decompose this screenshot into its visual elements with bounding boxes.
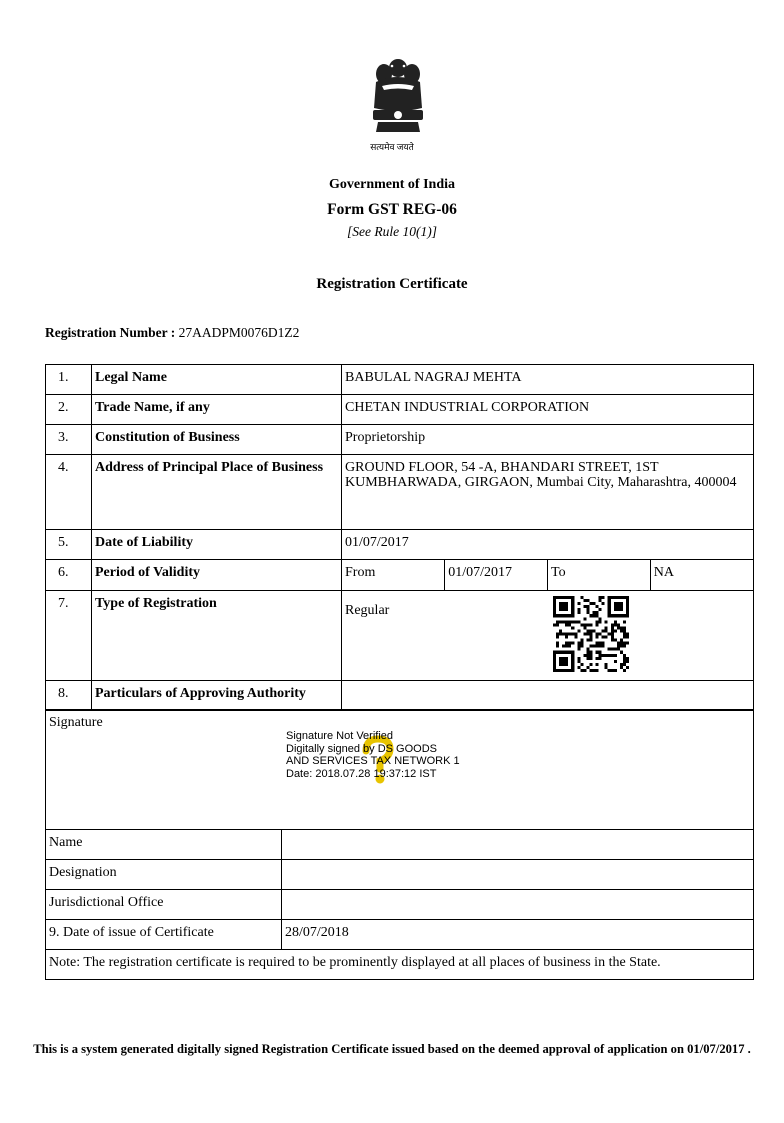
row-value: BABULAL NAGRAJ MEHTA xyxy=(342,365,754,395)
note-row xyxy=(46,950,754,980)
authority-label: Designation xyxy=(46,860,282,890)
row-number: 8. xyxy=(46,681,92,711)
row-label: Trade Name, if any xyxy=(92,395,342,425)
row-label: Legal Name xyxy=(92,365,342,395)
authority-value: 28/07/2018 xyxy=(282,920,754,950)
qr-code-icon xyxy=(553,596,629,672)
form-title: Form GST REG-06 xyxy=(327,201,457,218)
signature-status: Signature Not Verified xyxy=(286,730,394,742)
row-number: 4. xyxy=(46,455,92,530)
table-row xyxy=(46,530,754,560)
signature-label: Signature xyxy=(46,710,754,830)
registration-details-table xyxy=(45,364,754,711)
table-row xyxy=(46,395,754,425)
authority-label: 9. Date of issue of Certificate xyxy=(46,920,282,950)
rule-reference: [See Rule 10(1)] xyxy=(347,224,437,239)
authority-value xyxy=(282,860,754,890)
row-label: Date of Liability xyxy=(92,530,342,560)
authority-value xyxy=(282,830,754,860)
row-label: Constitution of Business xyxy=(92,425,342,455)
government-title: Government of India xyxy=(329,177,455,192)
table-row xyxy=(46,365,754,395)
authority-label: Name xyxy=(46,830,282,860)
validity-cell xyxy=(342,560,754,591)
emblem-motto: सत्यमेव जयते xyxy=(370,142,414,152)
row-label: Address of Principal Place of Business xyxy=(92,455,342,530)
authority-label: Jurisdictional Office xyxy=(46,890,282,920)
registration-number-value: 27AADPM0076D1Z2 xyxy=(178,325,300,340)
table-row xyxy=(46,920,754,950)
validity-from-label: From xyxy=(342,560,445,590)
signature-signed-by-2: AND SERVICES TAX NETWORK 1 xyxy=(286,755,460,767)
row-number: 2. xyxy=(46,395,92,425)
row-label: Particulars of Approving Authority xyxy=(92,681,342,711)
footer-note: This is a system generated digitally signed Registration Certificate issued based on the deemed approval of application on 01/07/2017 . xyxy=(33,1042,751,1056)
row-number: 5. xyxy=(46,530,92,560)
signature-signed-by-1: Digitally signed by DS GOODS xyxy=(286,742,437,755)
row-number: 3. xyxy=(46,425,92,455)
validity-from-value: 01/07/2017 xyxy=(445,560,548,590)
row-value: CHETAN INDUSTRIAL CORPORATION xyxy=(342,395,754,425)
row-value: Regular xyxy=(342,591,754,681)
table-row xyxy=(46,681,754,711)
row-number: 6. xyxy=(46,560,92,591)
table-row xyxy=(46,860,754,890)
row-number: 1. xyxy=(46,365,92,395)
row-value xyxy=(342,681,754,711)
table-row xyxy=(46,890,754,920)
row-value: 01/07/2017 xyxy=(342,530,754,560)
table-row xyxy=(46,830,754,860)
row-label: Type of Registration xyxy=(92,591,342,681)
table-row xyxy=(46,455,754,530)
row-label: Period of Validity xyxy=(92,560,342,591)
authority-value xyxy=(282,890,754,920)
validity-subtable xyxy=(342,560,753,590)
certificate-title: Registration Certificate xyxy=(316,276,468,292)
digital-signature-block xyxy=(286,730,460,780)
validity-to-value: NA xyxy=(653,565,674,580)
signature-date: Date: 2018.07.28 19:37:12 IST xyxy=(286,767,437,780)
table-row xyxy=(46,591,754,681)
note-text: Note: The registration certificate is required to be prominently displayed at all places of business in the State. xyxy=(46,950,754,980)
registration-number xyxy=(45,325,299,341)
table-row xyxy=(46,425,754,455)
row-number: 7. xyxy=(46,591,92,681)
registration-number-label: Registration Number : xyxy=(45,325,176,340)
table-row xyxy=(46,560,754,591)
row-value: GROUND FLOOR, 54 -A, BHANDARI STREET, 1ST KUMBHARWADA, GIRGAON, Mumbai City, Maharashtra, 400004 xyxy=(342,455,754,530)
row-value: Proprietorship xyxy=(342,425,754,455)
validity-to-label: To xyxy=(548,560,651,590)
